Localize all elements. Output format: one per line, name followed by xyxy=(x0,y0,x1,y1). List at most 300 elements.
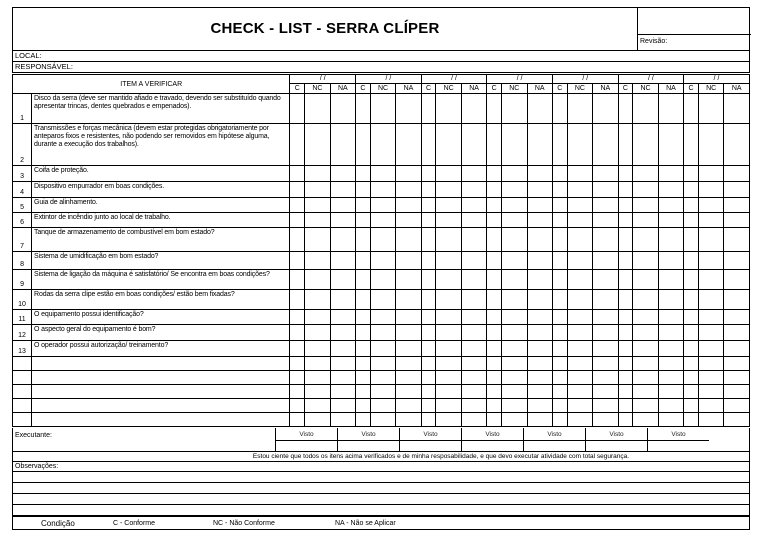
check-cell[interactable] xyxy=(370,166,395,182)
check-cell[interactable] xyxy=(461,341,486,357)
check-cell[interactable] xyxy=(698,371,723,385)
check-cell[interactable] xyxy=(436,270,461,290)
check-cell[interactable] xyxy=(567,252,592,270)
check-cell[interactable] xyxy=(436,371,461,385)
check-cell[interactable] xyxy=(370,385,395,399)
check-cell[interactable] xyxy=(487,399,502,413)
check-cell[interactable] xyxy=(487,228,502,252)
check-cell[interactable] xyxy=(593,252,618,270)
check-cell[interactable] xyxy=(290,198,305,213)
check-cell[interactable] xyxy=(305,371,330,385)
check-cell[interactable] xyxy=(527,399,552,413)
check-cell[interactable] xyxy=(305,252,330,270)
check-cell[interactable] xyxy=(487,124,502,166)
check-cell[interactable] xyxy=(567,213,592,228)
check-cell[interactable] xyxy=(487,341,502,357)
check-cell[interactable] xyxy=(618,357,633,371)
check-cell[interactable] xyxy=(461,371,486,385)
check-cell[interactable] xyxy=(305,182,330,198)
check-cell[interactable] xyxy=(396,357,421,371)
check-cell[interactable] xyxy=(658,413,683,427)
check-cell[interactable] xyxy=(305,357,330,371)
check-cell[interactable] xyxy=(527,198,552,213)
check-cell[interactable] xyxy=(698,124,723,166)
check-cell[interactable] xyxy=(552,182,567,198)
check-cell[interactable] xyxy=(502,325,527,341)
check-cell[interactable] xyxy=(567,290,592,310)
check-cell[interactable] xyxy=(502,252,527,270)
date-field[interactable]: / / xyxy=(421,75,487,84)
check-cell[interactable] xyxy=(633,325,658,341)
check-cell[interactable] xyxy=(290,325,305,341)
check-cell[interactable] xyxy=(487,166,502,182)
check-cell[interactable] xyxy=(436,385,461,399)
check-cell[interactable] xyxy=(724,413,750,427)
check-cell[interactable] xyxy=(593,399,618,413)
check-cell[interactable] xyxy=(330,182,355,198)
check-cell[interactable] xyxy=(370,228,395,252)
check-cell[interactable] xyxy=(461,413,486,427)
check-cell[interactable] xyxy=(552,413,567,427)
check-cell[interactable] xyxy=(370,252,395,270)
check-cell[interactable] xyxy=(658,94,683,124)
check-cell[interactable] xyxy=(633,166,658,182)
check-cell[interactable] xyxy=(618,341,633,357)
check-cell[interactable] xyxy=(618,228,633,252)
check-cell[interactable] xyxy=(502,310,527,325)
check-cell[interactable] xyxy=(633,385,658,399)
check-cell[interactable] xyxy=(724,182,750,198)
check-cell[interactable] xyxy=(356,198,371,213)
date-field[interactable]: / / xyxy=(356,75,422,84)
check-cell[interactable] xyxy=(593,166,618,182)
check-cell[interactable] xyxy=(356,357,371,371)
check-cell[interactable] xyxy=(356,213,371,228)
check-cell[interactable] xyxy=(527,371,552,385)
check-cell[interactable] xyxy=(356,94,371,124)
check-cell[interactable] xyxy=(305,385,330,399)
check-cell[interactable] xyxy=(370,341,395,357)
check-cell[interactable] xyxy=(658,310,683,325)
check-cell[interactable] xyxy=(305,290,330,310)
check-cell[interactable] xyxy=(421,325,436,341)
check-cell[interactable] xyxy=(698,357,723,371)
check-cell[interactable] xyxy=(567,357,592,371)
check-cell[interactable] xyxy=(436,399,461,413)
check-cell[interactable] xyxy=(396,413,421,427)
check-cell[interactable] xyxy=(567,270,592,290)
check-cell[interactable] xyxy=(290,371,305,385)
check-cell[interactable] xyxy=(724,399,750,413)
check-cell[interactable] xyxy=(724,357,750,371)
date-field[interactable]: / / xyxy=(290,75,356,84)
check-cell[interactable] xyxy=(502,182,527,198)
check-cell[interactable] xyxy=(658,325,683,341)
check-cell[interactable] xyxy=(567,325,592,341)
check-cell[interactable] xyxy=(461,399,486,413)
check-cell[interactable] xyxy=(356,182,371,198)
check-cell[interactable] xyxy=(684,413,699,427)
observacoes-line-4[interactable] xyxy=(12,505,750,516)
check-cell[interactable] xyxy=(305,213,330,228)
check-cell[interactable] xyxy=(527,290,552,310)
observacoes-row[interactable] xyxy=(12,462,750,472)
check-cell[interactable] xyxy=(421,341,436,357)
check-cell[interactable] xyxy=(698,94,723,124)
check-cell[interactable] xyxy=(421,371,436,385)
check-cell[interactable] xyxy=(527,357,552,371)
check-cell[interactable] xyxy=(330,341,355,357)
check-cell[interactable] xyxy=(436,124,461,166)
check-cell[interactable] xyxy=(356,413,371,427)
check-cell[interactable] xyxy=(593,94,618,124)
check-cell[interactable] xyxy=(658,290,683,310)
check-cell[interactable] xyxy=(698,228,723,252)
check-cell[interactable] xyxy=(421,94,436,124)
check-cell[interactable] xyxy=(396,290,421,310)
responsavel-field[interactable] xyxy=(12,62,750,73)
check-cell[interactable] xyxy=(552,325,567,341)
check-cell[interactable] xyxy=(370,124,395,166)
check-cell[interactable] xyxy=(684,325,699,341)
check-cell[interactable] xyxy=(356,310,371,325)
check-cell[interactable] xyxy=(698,182,723,198)
check-cell[interactable] xyxy=(330,325,355,341)
check-cell[interactable] xyxy=(552,371,567,385)
check-cell[interactable] xyxy=(330,252,355,270)
check-cell[interactable] xyxy=(290,413,305,427)
check-cell[interactable] xyxy=(396,371,421,385)
check-cell[interactable] xyxy=(698,213,723,228)
visto-cell[interactable] xyxy=(275,428,337,451)
visto-cell[interactable] xyxy=(647,428,709,451)
check-cell[interactable] xyxy=(330,399,355,413)
check-cell[interactable] xyxy=(305,166,330,182)
check-cell[interactable] xyxy=(527,182,552,198)
check-cell[interactable] xyxy=(684,166,699,182)
check-cell[interactable] xyxy=(724,252,750,270)
check-cell[interactable] xyxy=(305,270,330,290)
check-cell[interactable] xyxy=(421,228,436,252)
check-cell[interactable] xyxy=(461,252,486,270)
check-cell[interactable] xyxy=(436,166,461,182)
check-cell[interactable] xyxy=(552,290,567,310)
check-cell[interactable] xyxy=(684,228,699,252)
check-cell[interactable] xyxy=(658,182,683,198)
check-cell[interactable] xyxy=(356,290,371,310)
check-cell[interactable] xyxy=(593,325,618,341)
check-cell[interactable] xyxy=(356,166,371,182)
check-cell[interactable] xyxy=(633,94,658,124)
check-cell[interactable] xyxy=(552,166,567,182)
check-cell[interactable] xyxy=(684,124,699,166)
check-cell[interactable] xyxy=(618,290,633,310)
check-cell[interactable] xyxy=(633,182,658,198)
check-cell[interactable] xyxy=(527,270,552,290)
check-cell[interactable] xyxy=(396,94,421,124)
check-cell[interactable] xyxy=(698,198,723,213)
check-cell[interactable] xyxy=(461,166,486,182)
check-cell[interactable] xyxy=(396,270,421,290)
check-cell[interactable] xyxy=(633,371,658,385)
check-cell[interactable] xyxy=(552,228,567,252)
check-cell[interactable] xyxy=(421,310,436,325)
check-cell[interactable] xyxy=(305,413,330,427)
check-cell[interactable] xyxy=(633,399,658,413)
check-cell[interactable] xyxy=(436,213,461,228)
check-cell[interactable] xyxy=(527,166,552,182)
check-cell[interactable] xyxy=(461,270,486,290)
check-cell[interactable] xyxy=(698,310,723,325)
check-cell[interactable] xyxy=(552,310,567,325)
check-cell[interactable] xyxy=(618,270,633,290)
check-cell[interactable] xyxy=(290,399,305,413)
check-cell[interactable] xyxy=(618,252,633,270)
check-cell[interactable] xyxy=(567,399,592,413)
check-cell[interactable] xyxy=(305,198,330,213)
check-cell[interactable] xyxy=(436,325,461,341)
check-cell[interactable] xyxy=(436,310,461,325)
check-cell[interactable] xyxy=(618,94,633,124)
check-cell[interactable] xyxy=(502,357,527,371)
check-cell[interactable] xyxy=(527,385,552,399)
check-cell[interactable] xyxy=(724,166,750,182)
check-cell[interactable] xyxy=(698,325,723,341)
check-cell[interactable] xyxy=(370,270,395,290)
check-cell[interactable] xyxy=(633,413,658,427)
check-cell[interactable] xyxy=(633,213,658,228)
check-cell[interactable] xyxy=(290,310,305,325)
date-field[interactable]: / / xyxy=(487,75,553,84)
check-cell[interactable] xyxy=(421,357,436,371)
check-cell[interactable] xyxy=(593,290,618,310)
check-cell[interactable] xyxy=(684,357,699,371)
check-cell[interactable] xyxy=(396,182,421,198)
check-cell[interactable] xyxy=(502,124,527,166)
check-cell[interactable] xyxy=(567,182,592,198)
check-cell[interactable] xyxy=(527,228,552,252)
check-cell[interactable] xyxy=(724,385,750,399)
check-cell[interactable] xyxy=(502,371,527,385)
visto-cell[interactable] xyxy=(523,428,585,451)
visto-cell[interactable] xyxy=(399,428,461,451)
check-cell[interactable] xyxy=(305,310,330,325)
check-cell[interactable] xyxy=(290,341,305,357)
check-cell[interactable] xyxy=(487,290,502,310)
check-cell[interactable] xyxy=(396,228,421,252)
check-cell[interactable] xyxy=(684,182,699,198)
check-cell[interactable] xyxy=(633,124,658,166)
check-cell[interactable] xyxy=(593,270,618,290)
check-cell[interactable] xyxy=(461,325,486,341)
check-cell[interactable] xyxy=(698,252,723,270)
check-cell[interactable] xyxy=(436,94,461,124)
check-cell[interactable] xyxy=(684,290,699,310)
check-cell[interactable] xyxy=(290,94,305,124)
check-cell[interactable] xyxy=(698,413,723,427)
check-cell[interactable] xyxy=(552,124,567,166)
check-cell[interactable] xyxy=(370,310,395,325)
check-cell[interactable] xyxy=(370,371,395,385)
check-cell[interactable] xyxy=(658,341,683,357)
check-cell[interactable] xyxy=(502,341,527,357)
check-cell[interactable] xyxy=(290,357,305,371)
check-cell[interactable] xyxy=(290,213,305,228)
check-cell[interactable] xyxy=(593,385,618,399)
check-cell[interactable] xyxy=(684,341,699,357)
check-cell[interactable] xyxy=(658,371,683,385)
check-cell[interactable] xyxy=(724,94,750,124)
check-cell[interactable] xyxy=(370,213,395,228)
check-cell[interactable] xyxy=(421,290,436,310)
check-cell[interactable] xyxy=(684,198,699,213)
check-cell[interactable] xyxy=(396,399,421,413)
check-cell[interactable] xyxy=(370,357,395,371)
date-field[interactable]: / / xyxy=(684,75,750,84)
check-cell[interactable] xyxy=(618,325,633,341)
visto-cell[interactable] xyxy=(337,428,399,451)
check-cell[interactable] xyxy=(658,252,683,270)
check-cell[interactable] xyxy=(724,341,750,357)
check-cell[interactable] xyxy=(593,341,618,357)
check-cell[interactable] xyxy=(290,270,305,290)
check-cell[interactable] xyxy=(356,252,371,270)
check-cell[interactable] xyxy=(356,371,371,385)
check-cell[interactable] xyxy=(356,270,371,290)
check-cell[interactable] xyxy=(421,413,436,427)
check-cell[interactable] xyxy=(552,252,567,270)
observacoes-line-3[interactable] xyxy=(12,494,750,505)
check-cell[interactable] xyxy=(396,325,421,341)
check-cell[interactable] xyxy=(567,385,592,399)
check-cell[interactable] xyxy=(502,399,527,413)
check-cell[interactable] xyxy=(396,310,421,325)
check-cell[interactable] xyxy=(330,413,355,427)
check-cell[interactable] xyxy=(724,270,750,290)
check-cell[interactable] xyxy=(487,325,502,341)
check-cell[interactable] xyxy=(552,385,567,399)
check-cell[interactable] xyxy=(698,270,723,290)
check-cell[interactable] xyxy=(618,124,633,166)
check-cell[interactable] xyxy=(618,182,633,198)
check-cell[interactable] xyxy=(396,341,421,357)
check-cell[interactable] xyxy=(356,228,371,252)
check-cell[interactable] xyxy=(461,310,486,325)
check-cell[interactable] xyxy=(658,399,683,413)
check-cell[interactable] xyxy=(305,94,330,124)
check-cell[interactable] xyxy=(567,166,592,182)
check-cell[interactable] xyxy=(552,94,567,124)
check-cell[interactable] xyxy=(461,198,486,213)
check-cell[interactable] xyxy=(330,228,355,252)
check-cell[interactable] xyxy=(487,413,502,427)
check-cell[interactable] xyxy=(290,228,305,252)
check-cell[interactable] xyxy=(502,385,527,399)
date-field[interactable]: / / xyxy=(552,75,618,84)
check-cell[interactable] xyxy=(370,182,395,198)
check-cell[interactable] xyxy=(658,357,683,371)
check-cell[interactable] xyxy=(461,228,486,252)
check-cell[interactable] xyxy=(684,94,699,124)
check-cell[interactable] xyxy=(618,198,633,213)
check-cell[interactable] xyxy=(527,413,552,427)
check-cell[interactable] xyxy=(487,252,502,270)
check-cell[interactable] xyxy=(633,270,658,290)
check-cell[interactable] xyxy=(330,290,355,310)
check-cell[interactable] xyxy=(330,357,355,371)
check-cell[interactable] xyxy=(684,371,699,385)
check-cell[interactable] xyxy=(502,166,527,182)
check-cell[interactable] xyxy=(633,310,658,325)
check-cell[interactable] xyxy=(421,252,436,270)
date-field[interactable]: / / xyxy=(618,75,684,84)
check-cell[interactable] xyxy=(698,399,723,413)
check-cell[interactable] xyxy=(487,385,502,399)
check-cell[interactable] xyxy=(618,166,633,182)
check-cell[interactable] xyxy=(724,213,750,228)
check-cell[interactable] xyxy=(527,124,552,166)
check-cell[interactable] xyxy=(658,198,683,213)
check-cell[interactable] xyxy=(593,310,618,325)
check-cell[interactable] xyxy=(724,124,750,166)
check-cell[interactable] xyxy=(487,182,502,198)
check-cell[interactable] xyxy=(436,228,461,252)
check-cell[interactable] xyxy=(370,413,395,427)
check-cell[interactable] xyxy=(724,290,750,310)
check-cell[interactable] xyxy=(330,198,355,213)
check-cell[interactable] xyxy=(698,341,723,357)
check-cell[interactable] xyxy=(421,213,436,228)
check-cell[interactable] xyxy=(684,213,699,228)
check-cell[interactable] xyxy=(356,399,371,413)
check-cell[interactable] xyxy=(487,213,502,228)
check-cell[interactable] xyxy=(684,310,699,325)
check-cell[interactable] xyxy=(552,357,567,371)
check-cell[interactable] xyxy=(658,124,683,166)
check-cell[interactable] xyxy=(618,385,633,399)
check-cell[interactable] xyxy=(436,341,461,357)
check-cell[interactable] xyxy=(502,290,527,310)
check-cell[interactable] xyxy=(527,310,552,325)
check-cell[interactable] xyxy=(567,341,592,357)
check-cell[interactable] xyxy=(396,124,421,166)
check-cell[interactable] xyxy=(461,357,486,371)
check-cell[interactable] xyxy=(593,371,618,385)
check-cell[interactable] xyxy=(684,270,699,290)
check-cell[interactable] xyxy=(370,94,395,124)
check-cell[interactable] xyxy=(567,94,592,124)
check-cell[interactable] xyxy=(330,385,355,399)
check-cell[interactable] xyxy=(593,182,618,198)
visto-cell[interactable] xyxy=(585,428,647,451)
check-cell[interactable] xyxy=(330,94,355,124)
check-cell[interactable] xyxy=(502,228,527,252)
check-cell[interactable] xyxy=(618,413,633,427)
check-cell[interactable] xyxy=(421,182,436,198)
check-cell[interactable] xyxy=(527,341,552,357)
check-cell[interactable] xyxy=(658,385,683,399)
check-cell[interactable] xyxy=(724,310,750,325)
check-cell[interactable] xyxy=(436,198,461,213)
check-cell[interactable] xyxy=(396,213,421,228)
check-cell[interactable] xyxy=(421,166,436,182)
check-cell[interactable] xyxy=(461,290,486,310)
check-cell[interactable] xyxy=(487,94,502,124)
check-cell[interactable] xyxy=(552,270,567,290)
check-cell[interactable] xyxy=(552,213,567,228)
check-cell[interactable] xyxy=(593,357,618,371)
check-cell[interactable] xyxy=(618,213,633,228)
